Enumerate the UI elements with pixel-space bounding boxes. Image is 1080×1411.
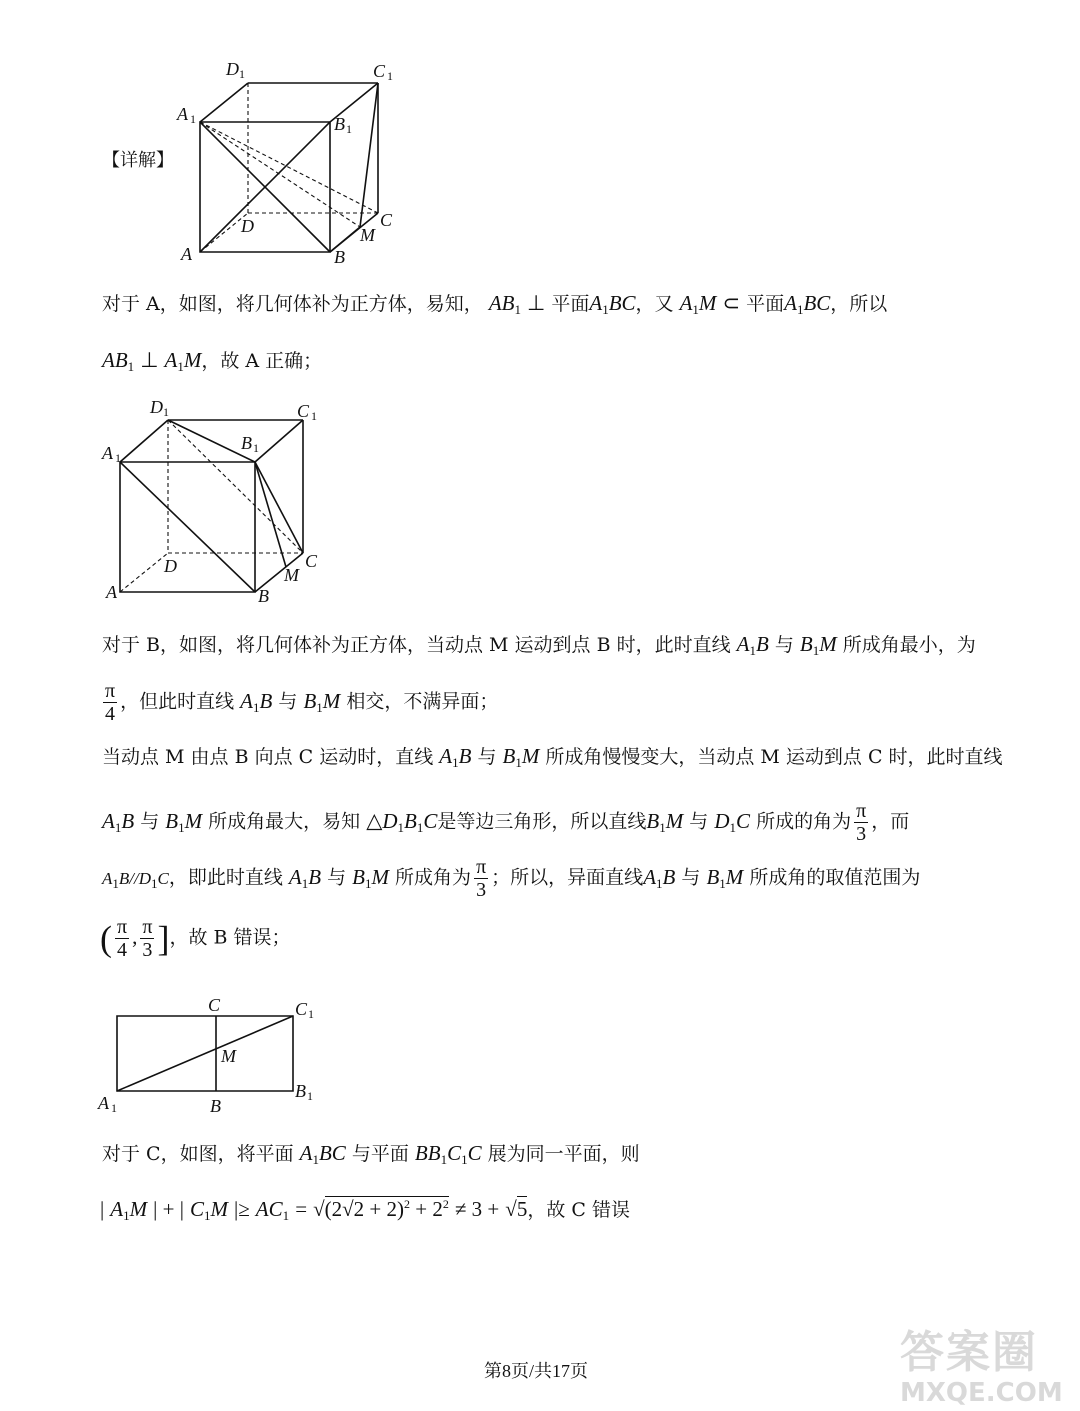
svg-text:1: 1 (307, 1089, 313, 1103)
fraction-pi-over-3: $\frac{\pi}{3}$ (856, 800, 867, 845)
part-b-line-1: 对于 B，如图，将几何体补为正方体，当动点 M 运动到点 B 时，此时直线 $A_1B$ 与 $B_1M$ 所成角最小，为 (102, 632, 976, 658)
svg-text:1: 1 (115, 451, 121, 465)
fraction-pi-over-4: $\frac{\pi}{4}$ (105, 680, 116, 725)
svg-text:B: B (295, 1081, 306, 1101)
svg-text:1: 1 (387, 69, 393, 83)
svg-text:1: 1 (311, 409, 317, 423)
svg-text:C: C (297, 401, 310, 421)
part-c-line-1: 对于 C，如图，将平面 $A_1BC$ 与平面 $BB_1C_1C$ 展为同一平面，则 (102, 1141, 640, 1167)
svg-text:M: M (284, 565, 299, 585)
watermark-logo (900, 1316, 1075, 1406)
svg-text:1: 1 (239, 67, 245, 81)
part-a-line-2: $AB_1$ ⊥ $A_1M$，故 A 正确； (102, 348, 323, 374)
svg-text:C: C (295, 999, 308, 1019)
svg-text:A: A (106, 582, 117, 602)
svg-text:D: D (241, 216, 254, 236)
fraction-pi-over-3: $\frac{\pi}{3}$ (476, 856, 487, 901)
svg-text:1: 1 (111, 1101, 117, 1115)
svg-text:C: C (380, 210, 393, 230)
svg-text:C: C (373, 61, 386, 81)
svg-text:B: B (241, 433, 252, 453)
watermark-bottom: MXQE.COM (900, 1378, 1063, 1408)
svg-text:1: 1 (308, 1007, 314, 1021)
svg-text:C: C (305, 551, 318, 571)
part-c-line-2: | $A_1M$ | + | $C_1M$ |≥ $AC_1 = √(2√2 + 2)^2 + 2^2 \ne 3 + √5$，故 C 错误 (100, 1197, 630, 1223)
svg-text:D: D (226, 59, 239, 79)
svg-text:B: B (334, 114, 345, 134)
figure-unfolded-plane (96, 992, 326, 1117)
watermark-top: 答案圈 (900, 1327, 1038, 1378)
svg-text:M: M (360, 225, 375, 245)
svg-text:D: D (164, 556, 177, 576)
figure-cube-2 (100, 395, 330, 610)
svg-text:B: B (258, 586, 269, 606)
svg-text:1: 1 (346, 122, 352, 136)
part-b-line-4: $A_1B$ 与 $B_1M$ 所成角最大，易知 $\triangle D_1B_1C$是等边三角形，所以直线$B_1M$ 与 $D_1C$ 所成的角为 $\frac{\pi}{3}$ ，而 (102, 800, 910, 845)
svg-text:1: 1 (253, 441, 259, 455)
svg-text:A: A (177, 104, 188, 124)
svg-text:1: 1 (163, 405, 169, 419)
svg-text:A: A (181, 244, 192, 264)
page-number: 第8页/共17页 (484, 1361, 589, 1381)
svg-text:M: M (221, 1046, 236, 1066)
detail-label: 【详解】 (102, 150, 174, 171)
part-b-line-2: $\frac{\pi}{4}$ ，但此时直线 $A_1B$ 与 $B_1M$ 相交，不满异面； (105, 680, 499, 725)
part-b-line-3: 当动点 M 由点 B 向点 C 运动时，直线 $A_1B$ 与 $B_1M$ 所成角慢慢变大，当动点 M 运动到点 C 时，此时直线 (102, 744, 1003, 770)
svg-text:A: A (98, 1093, 109, 1113)
svg-text:D: D (150, 397, 163, 417)
part-b-line-6: ( $\frac{\pi}{4}$ , $\frac{\pi}{3}$ ]，故 B 错误； (100, 916, 291, 961)
svg-text:B: B (210, 1096, 221, 1116)
svg-text:1: 1 (190, 112, 196, 126)
svg-text:A: A (102, 443, 113, 463)
part-a-line-1: 对于 A，如图，将几何体补为正方体，易知， $AB_1$ ⊥ 平面$A_1BC$，又 $A_1M$ ⊂ 平面$A_1BC$，所以 (102, 291, 888, 317)
figure-cube-1 (170, 55, 410, 270)
part-b-line-5: $A_1B//D_1C$，即此时直线 $A_1B$ 与 $B_1M$ 所成角为 $\frac{\pi}{3}$ ；所以，异面直线$A_1B$ 与 $B_1M$ 所成角的取值范围为 (102, 856, 921, 901)
svg-text:B: B (334, 247, 345, 267)
svg-text:C: C (208, 995, 221, 1015)
